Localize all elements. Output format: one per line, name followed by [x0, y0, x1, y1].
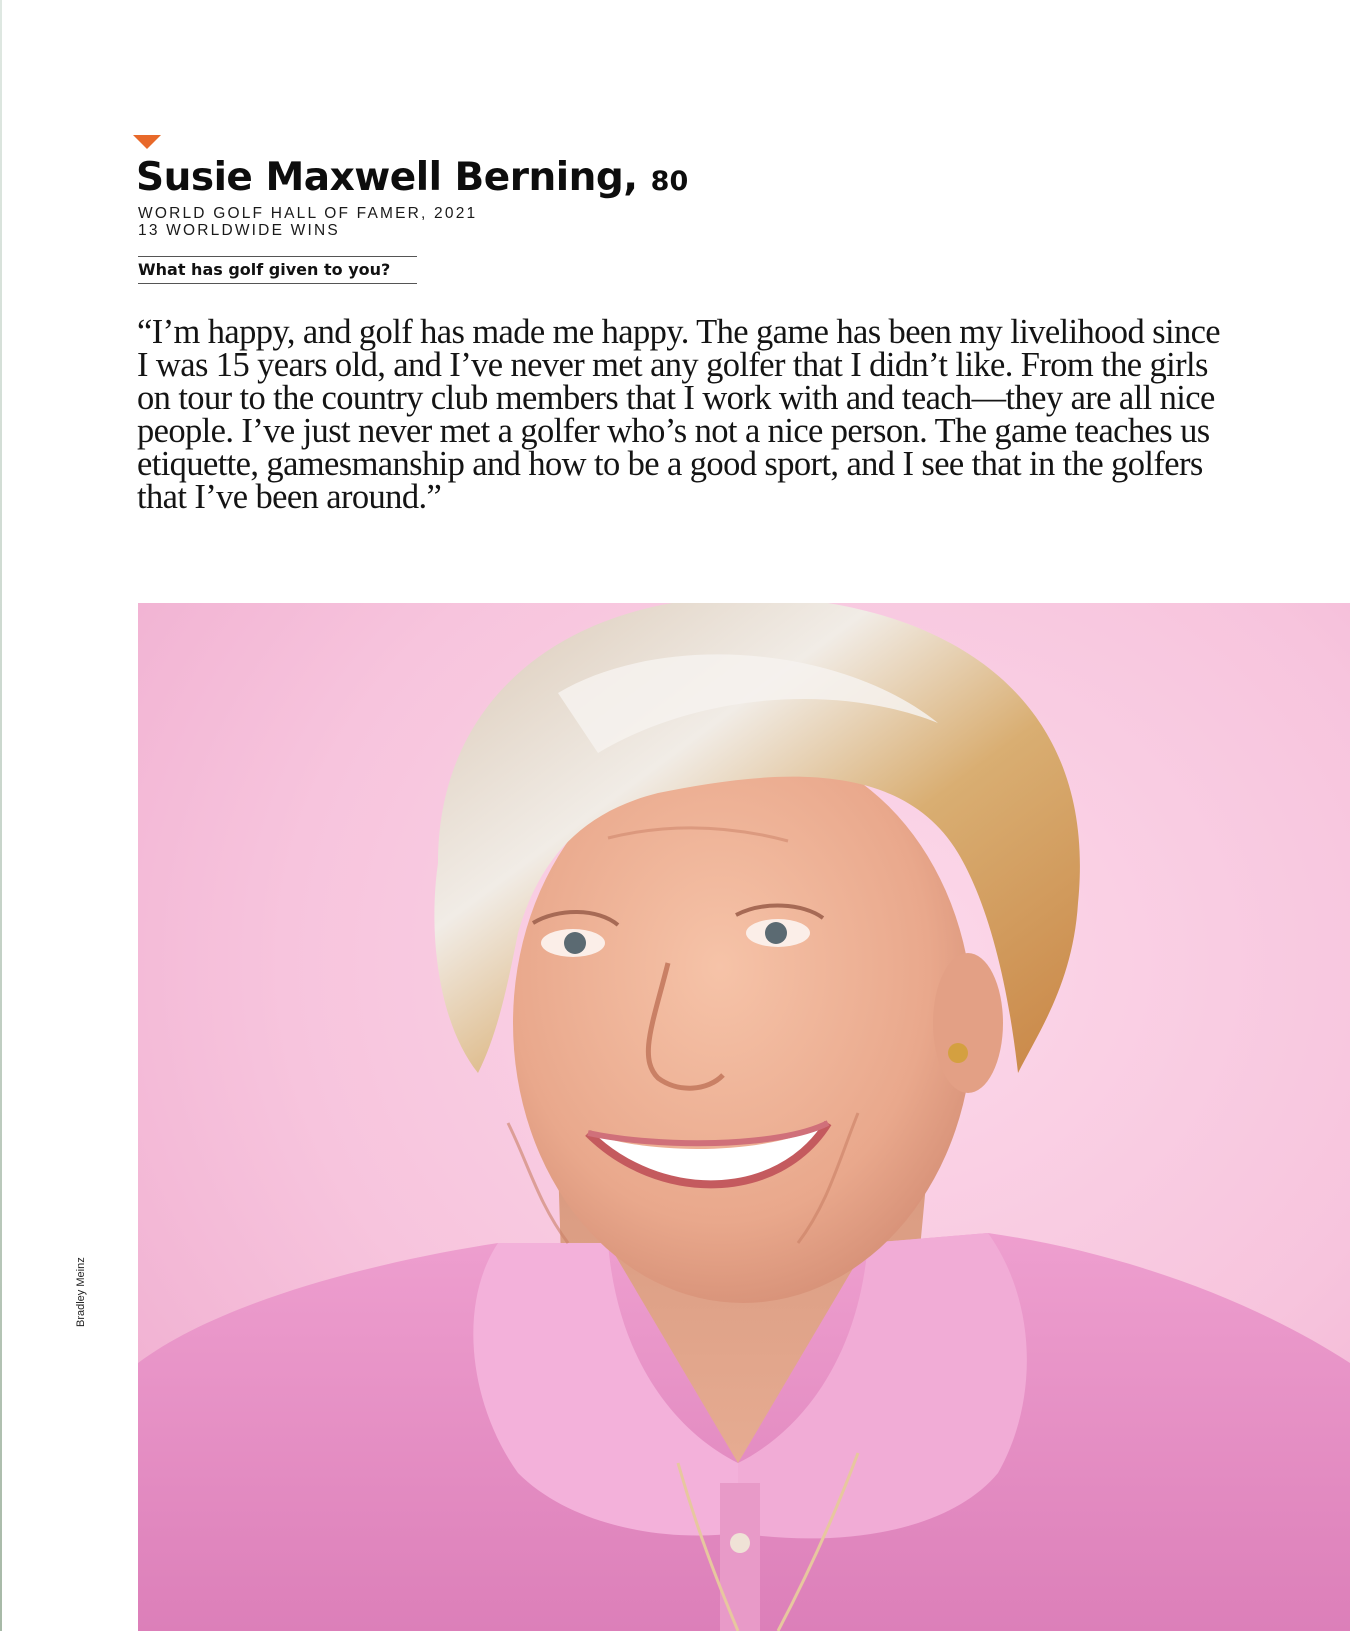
profile-name: Susie Maxwell Berning,: [136, 155, 638, 200]
profile-honors: [138, 205, 477, 239]
profile-age: 80: [650, 166, 689, 197]
photo-credit: Bradley Meinz: [75, 1257, 87, 1327]
page-title: [136, 154, 688, 206]
interview-question: What has golf given to you?: [138, 256, 417, 284]
portrait-photo: [138, 603, 1350, 1631]
honor-worldwide-wins: 13 WORLDWIDE WINS: [138, 222, 340, 239]
accent-triangle-icon: [133, 135, 161, 149]
interview-answer-quote: “I’m happy, and golf has made me happy. The game has been my livelihood since I was 15 years old, and I’ve never met any golfer that I didn’t like. From the girls on tour to the country club members that I work with and teach—they are all nice people. I’ve just never met a golfer who’s not a nice person. The game teaches us etiquette, gamesmanship and how to be a good sport, and I see that in the golfers that I’ve been around.”: [137, 313, 1221, 516]
page-edge: [0, 0, 2, 1631]
honor-hall-of-fame: WORLD GOLF HALL OF FAMER, 2021: [138, 205, 478, 222]
portrait-illustration: [138, 603, 1350, 1631]
